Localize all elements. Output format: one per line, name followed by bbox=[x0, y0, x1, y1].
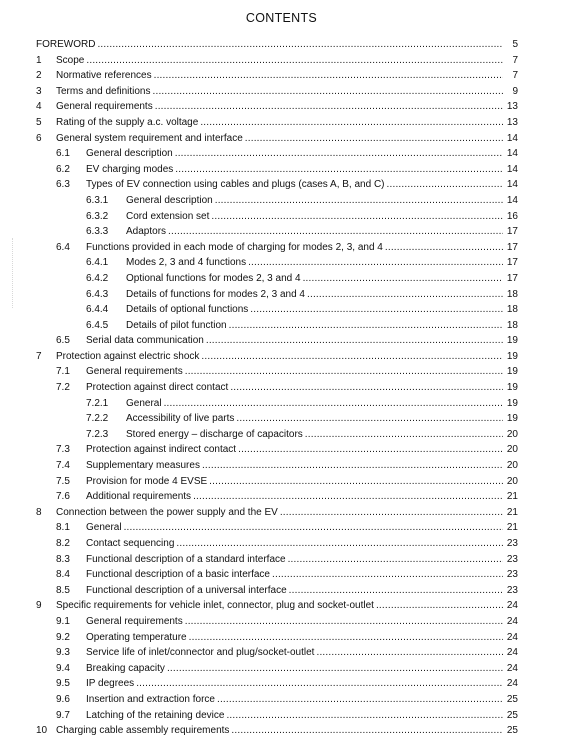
toc-entry-page: 23 bbox=[504, 536, 518, 552]
toc-entry-title: Connection between the power supply and the EV bbox=[56, 506, 278, 518]
toc-entry-number: 7.2 bbox=[56, 382, 70, 394]
page-title: CONTENTS bbox=[245, 11, 318, 25]
dot-leader bbox=[305, 427, 503, 443]
dot-leader bbox=[206, 333, 503, 349]
toc-entry[interactable] bbox=[0, 489, 563, 505]
toc-entry[interactable] bbox=[0, 287, 563, 303]
toc-entry-leader bbox=[126, 209, 503, 225]
toc-entry[interactable] bbox=[0, 255, 563, 271]
dot-leader bbox=[376, 598, 503, 614]
toc-entry-page: 14 bbox=[504, 131, 518, 147]
toc-entry-leader bbox=[86, 552, 503, 568]
toc-entry-title: Details of optional functions bbox=[126, 304, 249, 316]
toc-entry-leader bbox=[86, 442, 503, 458]
toc-entry-number: 7.6 bbox=[56, 491, 70, 503]
toc-entry-number: 6.3.1 bbox=[86, 194, 109, 206]
toc-entry-title: General description bbox=[126, 194, 213, 206]
toc-entry-title: Details of functions for modes 2, 3 and 4 bbox=[126, 288, 305, 300]
toc-entry-number: 5 bbox=[36, 116, 42, 128]
dot-leader bbox=[280, 505, 503, 521]
toc-entry-leader bbox=[86, 162, 503, 178]
dot-leader bbox=[229, 318, 503, 334]
toc-entry-page: 20 bbox=[504, 474, 518, 490]
toc-entry-number: 9.2 bbox=[56, 631, 70, 643]
toc-entry-page: 23 bbox=[504, 567, 518, 583]
toc-entry[interactable] bbox=[0, 583, 563, 599]
toc-entry-leader bbox=[56, 723, 503, 739]
toc-entry-leader bbox=[86, 240, 503, 256]
dot-leader bbox=[185, 364, 503, 380]
toc-entry-leader bbox=[126, 271, 503, 287]
dot-leader bbox=[245, 131, 503, 147]
toc-entry-page: 20 bbox=[504, 442, 518, 458]
toc-entry-page: 21 bbox=[504, 505, 518, 521]
toc-entry-page: 18 bbox=[504, 318, 518, 334]
toc-entry-title: Contact sequencing bbox=[86, 538, 175, 549]
toc-entry-page: 17 bbox=[504, 224, 518, 240]
toc-entry[interactable] bbox=[0, 99, 563, 115]
toc-entry-leader bbox=[126, 318, 503, 334]
toc-entry-page: 24 bbox=[504, 645, 518, 661]
toc-entry-leader bbox=[126, 224, 503, 240]
dot-leader bbox=[175, 146, 503, 162]
toc-entry-number: 6.3.3 bbox=[86, 226, 109, 238]
table-of-contents bbox=[0, 37, 563, 739]
toc-entry-leader bbox=[86, 146, 503, 162]
dot-leader bbox=[387, 177, 503, 193]
dot-leader bbox=[202, 458, 503, 474]
toc-entry[interactable] bbox=[0, 162, 563, 178]
dot-leader bbox=[153, 84, 504, 100]
toc-entry[interactable] bbox=[0, 630, 563, 646]
toc-entry-title: Cord extension set bbox=[126, 210, 210, 222]
dot-leader bbox=[136, 676, 503, 692]
dot-leader bbox=[209, 474, 503, 490]
dot-leader bbox=[215, 193, 503, 209]
toc-entry-number: 7.1 bbox=[56, 366, 70, 378]
toc-entry-leader bbox=[86, 489, 503, 505]
toc-entry-title: Functional description of a universal interface bbox=[86, 584, 287, 596]
toc-entry-number: 7.2.2 bbox=[86, 413, 109, 425]
toc-entry-leader bbox=[86, 458, 503, 474]
toc-entry-page: 13 bbox=[504, 99, 518, 115]
toc-entry-leader bbox=[126, 255, 503, 271]
toc-entry-page: 14 bbox=[504, 177, 518, 193]
toc-entry-title: FOREWORD bbox=[36, 39, 96, 50]
toc-entry-title: Charging cable assembly requirements bbox=[56, 725, 230, 737]
toc-entry-page: 23 bbox=[504, 583, 518, 599]
toc-entry-title: Rating of the supply a.c. voltage bbox=[56, 116, 199, 128]
toc-entry-leader bbox=[56, 68, 503, 84]
toc-entry-page: 18 bbox=[504, 287, 518, 303]
toc-entry[interactable] bbox=[0, 427, 563, 443]
toc-entry[interactable] bbox=[0, 411, 563, 427]
toc-entry-leader bbox=[126, 427, 503, 443]
toc-entry-number: 9.6 bbox=[56, 693, 70, 705]
toc-entry-page: 14 bbox=[504, 193, 518, 209]
toc-entry-title: Optional functions for modes 2, 3 and 4 bbox=[126, 272, 301, 284]
toc-entry[interactable] bbox=[0, 209, 563, 225]
toc-entry[interactable] bbox=[0, 442, 563, 458]
toc-entry-page: 21 bbox=[504, 489, 518, 505]
toc-entry[interactable] bbox=[0, 396, 563, 412]
toc-entry-page: 24 bbox=[504, 598, 518, 614]
toc-entry-title: Provision for mode 4 EVSE bbox=[86, 475, 208, 487]
toc-entry-number: 3 bbox=[36, 85, 42, 97]
toc-entry-title: General description bbox=[86, 148, 173, 160]
toc-entry[interactable] bbox=[0, 177, 563, 193]
toc-entry[interactable] bbox=[0, 723, 563, 739]
toc-entry[interactable] bbox=[0, 552, 563, 568]
toc-entry-leader bbox=[86, 614, 503, 630]
toc-entry-page: 25 bbox=[504, 723, 518, 739]
toc-entry-title: Operating temperature bbox=[86, 631, 187, 643]
dot-leader bbox=[211, 209, 503, 225]
toc-entry-title: General system requirement and interface bbox=[56, 132, 243, 144]
toc-entry-title: Accessibility of live parts bbox=[126, 413, 235, 425]
dot-leader bbox=[193, 489, 503, 505]
toc-entry-leader bbox=[56, 598, 503, 614]
toc-entry-leader bbox=[126, 411, 503, 427]
dot-leader bbox=[167, 661, 503, 677]
toc-entry[interactable] bbox=[0, 567, 563, 583]
dot-leader bbox=[189, 630, 503, 646]
toc-entry-page: 24 bbox=[504, 661, 518, 677]
toc-entry-page: 5 bbox=[504, 37, 518, 53]
toc-entry-leader bbox=[86, 177, 503, 193]
dot-leader bbox=[272, 567, 503, 583]
toc-entry-leader bbox=[86, 708, 503, 724]
dot-leader bbox=[168, 224, 503, 240]
toc-entry[interactable] bbox=[0, 84, 563, 100]
toc-entry-title: Types of EV connection using cables and plugs (cases A, B, and C) bbox=[86, 179, 385, 191]
toc-entry[interactable] bbox=[0, 505, 563, 521]
toc-entry-number: 6.3.2 bbox=[86, 210, 109, 222]
toc-entry-number: 2 bbox=[36, 70, 42, 82]
toc-entry-number: 7.5 bbox=[56, 475, 70, 487]
toc-entry-number: 8.1 bbox=[56, 522, 70, 534]
dot-leader bbox=[97, 37, 503, 53]
toc-entry-title: Normative references bbox=[56, 70, 152, 82]
toc-entry-page: 7 bbox=[504, 68, 518, 84]
toc-entry-title: General bbox=[126, 397, 162, 409]
toc-entry-page: 18 bbox=[504, 302, 518, 318]
toc-entry-title: EV charging modes bbox=[86, 163, 174, 175]
toc-entry-title: Details of pilot function bbox=[126, 319, 227, 331]
toc-entry[interactable] bbox=[0, 53, 563, 69]
toc-entry-page: 25 bbox=[504, 708, 518, 724]
toc-entry-page: 24 bbox=[504, 676, 518, 692]
toc-entry-page: 17 bbox=[504, 271, 518, 287]
dot-leader bbox=[155, 99, 503, 115]
toc-entry-page: 21 bbox=[504, 520, 518, 536]
toc-entry-page: 25 bbox=[504, 692, 518, 708]
toc-entry[interactable] bbox=[0, 598, 563, 614]
toc-entry-number: 8.2 bbox=[56, 538, 70, 549]
toc-entry-page: 20 bbox=[504, 458, 518, 474]
toc-entry-title: Insertion and extraction force bbox=[86, 693, 215, 705]
toc-entry-leader bbox=[86, 333, 503, 349]
toc-entry-page: 20 bbox=[504, 427, 518, 443]
toc-entry-leader bbox=[86, 661, 503, 677]
dot-leader bbox=[307, 287, 503, 303]
toc-entry[interactable] bbox=[0, 614, 563, 630]
toc-entry-title: IP degrees bbox=[86, 678, 135, 690]
toc-entry[interactable] bbox=[0, 645, 563, 661]
toc-entry[interactable] bbox=[0, 676, 563, 692]
toc-entry[interactable] bbox=[0, 271, 563, 287]
toc-entry-number: 6.2 bbox=[56, 163, 70, 175]
toc-entry-title: Additional requirements bbox=[86, 491, 192, 503]
toc-entry-leader bbox=[86, 364, 503, 380]
toc-entry[interactable] bbox=[0, 692, 563, 708]
toc-entry-title: General requirements bbox=[86, 615, 183, 627]
toc-entry[interactable] bbox=[0, 131, 563, 147]
toc-entry-number: 7.2.3 bbox=[86, 428, 109, 440]
dot-leader bbox=[201, 349, 503, 365]
toc-entry-leader bbox=[56, 505, 503, 521]
toc-entry[interactable] bbox=[0, 661, 563, 677]
toc-entry-title: General requirements bbox=[86, 366, 183, 378]
toc-entry-number: 6.4.5 bbox=[86, 319, 109, 331]
toc-entry-leader bbox=[126, 396, 503, 412]
toc-entry-leader bbox=[86, 692, 503, 708]
toc-entry-leader bbox=[86, 520, 503, 536]
toc-entry[interactable] bbox=[0, 333, 563, 349]
toc-entry-page: 13 bbox=[504, 115, 518, 131]
toc-entry-page: 19 bbox=[504, 411, 518, 427]
toc-entry-title: Modes 2, 3 and 4 functions bbox=[126, 257, 247, 269]
toc-entry-title: Functional description of a basic interface bbox=[86, 569, 270, 581]
toc-entry-title: General requirements bbox=[56, 101, 153, 113]
toc-entry-title: General bbox=[86, 522, 122, 534]
toc-entry-leader bbox=[126, 302, 503, 318]
dot-leader bbox=[200, 115, 503, 131]
toc-entry[interactable] bbox=[0, 193, 563, 209]
toc-entry-leader bbox=[56, 115, 503, 131]
dot-leader bbox=[230, 380, 503, 396]
dot-leader bbox=[231, 723, 503, 739]
toc-entry-title: Adaptors bbox=[126, 226, 167, 238]
toc-entry-title: Serial data communication bbox=[86, 335, 204, 347]
dot-leader bbox=[124, 520, 503, 536]
dot-leader bbox=[217, 692, 503, 708]
toc-entry[interactable] bbox=[0, 146, 563, 162]
toc-entry-number: 6.4 bbox=[56, 241, 70, 253]
toc-entry-title: Supplementary measures bbox=[86, 460, 200, 472]
toc-entry-number: 6 bbox=[36, 132, 42, 144]
toc-entry-title: Service life of inlet/connector and plug/socket-outlet bbox=[86, 647, 315, 659]
toc-entry-title: Scope bbox=[56, 54, 85, 66]
toc-entry[interactable] bbox=[0, 458, 563, 474]
toc-entry-number: 9 bbox=[36, 600, 42, 612]
toc-entry[interactable] bbox=[0, 520, 563, 536]
toc-entry-page: 23 bbox=[504, 552, 518, 568]
toc-entry-title: Protection against direct contact bbox=[86, 382, 229, 394]
toc-entry[interactable] bbox=[0, 708, 563, 724]
toc-entry[interactable] bbox=[0, 349, 563, 365]
dot-leader bbox=[316, 645, 503, 661]
toc-entry-leader bbox=[86, 380, 503, 396]
toc-entry-page: 7 bbox=[504, 53, 518, 69]
toc-entry-title: Functional description of a standard interface bbox=[86, 553, 286, 565]
toc-entry-number: 10 bbox=[36, 725, 48, 737]
dot-leader bbox=[175, 162, 503, 178]
toc-entry-page: 17 bbox=[504, 255, 518, 271]
dot-leader bbox=[289, 583, 503, 599]
toc-entry-number: 9.3 bbox=[56, 647, 70, 659]
toc-entry-number: 9.7 bbox=[56, 709, 70, 721]
toc-entry-page: 19 bbox=[504, 396, 518, 412]
dot-leader bbox=[385, 240, 503, 256]
toc-entry-title: Specific requirements for vehicle inlet, connector, plug and socket-outlet bbox=[56, 600, 374, 612]
toc-entry[interactable] bbox=[0, 302, 563, 318]
toc-entry-title: Latching of the retaining device bbox=[86, 709, 225, 721]
dot-leader bbox=[185, 614, 503, 630]
dot-leader bbox=[288, 552, 503, 568]
toc-entry-leader bbox=[56, 131, 503, 147]
toc-entry[interactable] bbox=[0, 68, 563, 84]
toc-entry[interactable] bbox=[0, 37, 563, 53]
toc-entry-leader bbox=[56, 84, 503, 100]
toc-entry-title: Functions provided in each mode of charging for modes 2, 3, and 4 bbox=[86, 241, 383, 253]
toc-entry-number: 8.5 bbox=[56, 584, 70, 596]
toc-entry-number: 1 bbox=[36, 54, 42, 66]
toc-entry-number: 8.4 bbox=[56, 569, 70, 581]
toc-entry-page: 19 bbox=[504, 349, 518, 365]
toc-entry-leader bbox=[56, 349, 503, 365]
toc-entry-leader bbox=[56, 53, 503, 69]
toc-entry-page: 14 bbox=[504, 162, 518, 178]
toc-entry-number: 9.4 bbox=[56, 662, 70, 674]
toc-entry-leader bbox=[126, 193, 503, 209]
toc-entry-leader bbox=[86, 630, 503, 646]
toc-entry[interactable] bbox=[0, 318, 563, 334]
toc-entry-number: 6.5 bbox=[56, 335, 70, 347]
toc-entry-leader bbox=[126, 287, 503, 303]
toc-entry-title: Protection against electric shock bbox=[56, 350, 200, 362]
toc-entry-page: 16 bbox=[504, 209, 518, 225]
toc-entry-number: 7.4 bbox=[56, 460, 70, 472]
toc-entry[interactable] bbox=[0, 380, 563, 396]
toc-entry-number: 4 bbox=[36, 101, 42, 113]
toc-entry-leader bbox=[86, 567, 503, 583]
dot-leader bbox=[86, 53, 503, 69]
toc-entry-page: 19 bbox=[504, 380, 518, 396]
dot-leader bbox=[176, 536, 503, 552]
toc-entry-title: Stored energy – discharge of capacitors bbox=[126, 428, 303, 440]
toc-entry-number: 8.3 bbox=[56, 553, 70, 565]
toc-entry-title: Protection against indirect contact bbox=[86, 444, 237, 456]
toc-entry[interactable] bbox=[0, 474, 563, 490]
toc-entry-page: 9 bbox=[504, 84, 518, 100]
toc-entry-page: 14 bbox=[504, 146, 518, 162]
toc-entry-number: 7.2.1 bbox=[86, 397, 109, 409]
toc-entry[interactable] bbox=[0, 536, 563, 552]
toc-entry-title: Breaking capacity bbox=[86, 662, 165, 674]
toc-entry-number: 7 bbox=[36, 350, 42, 362]
toc-entry-page: 24 bbox=[504, 614, 518, 630]
dot-leader bbox=[250, 302, 503, 318]
toc-entry-number: 6.4.2 bbox=[86, 272, 109, 284]
toc-entry-leader bbox=[56, 99, 503, 115]
toc-entry-number: 9.1 bbox=[56, 615, 70, 627]
toc-entry-leader bbox=[36, 37, 503, 53]
toc-entry-leader bbox=[86, 676, 503, 692]
dot-leader bbox=[154, 68, 503, 84]
toc-entry-leader bbox=[86, 645, 503, 661]
toc-entry-number: 9.5 bbox=[56, 678, 70, 690]
toc-entry-page: 24 bbox=[504, 630, 518, 646]
toc-entry-leader bbox=[86, 474, 503, 490]
toc-entry-number: 7.3 bbox=[56, 444, 70, 456]
dot-leader bbox=[236, 411, 503, 427]
toc-entry-page: 19 bbox=[504, 333, 518, 349]
toc-entry-leader bbox=[86, 536, 503, 552]
toc-entry-page: 17 bbox=[504, 240, 518, 256]
toc-entry[interactable] bbox=[0, 115, 563, 131]
dot-leader bbox=[238, 442, 503, 458]
toc-entry-leader bbox=[86, 583, 503, 599]
toc-entry-number: 8 bbox=[36, 506, 42, 518]
dot-leader bbox=[164, 396, 503, 412]
toc-entry-number: 6.4.4 bbox=[86, 304, 109, 316]
toc-entry[interactable] bbox=[0, 240, 563, 256]
dot-leader bbox=[303, 271, 503, 287]
toc-entry[interactable] bbox=[0, 224, 563, 240]
toc-entry-number: 6.1 bbox=[56, 148, 70, 160]
dot-leader bbox=[248, 255, 503, 271]
toc-entry-number: 6.4.1 bbox=[86, 257, 109, 269]
dot-leader bbox=[226, 708, 503, 724]
toc-entry-number: 6.3 bbox=[56, 179, 70, 191]
toc-entry-page: 19 bbox=[504, 364, 518, 380]
toc-entry-title: Terms and definitions bbox=[56, 85, 151, 97]
toc-entry-number: 6.4.3 bbox=[86, 288, 109, 300]
toc-entry[interactable] bbox=[0, 364, 563, 380]
